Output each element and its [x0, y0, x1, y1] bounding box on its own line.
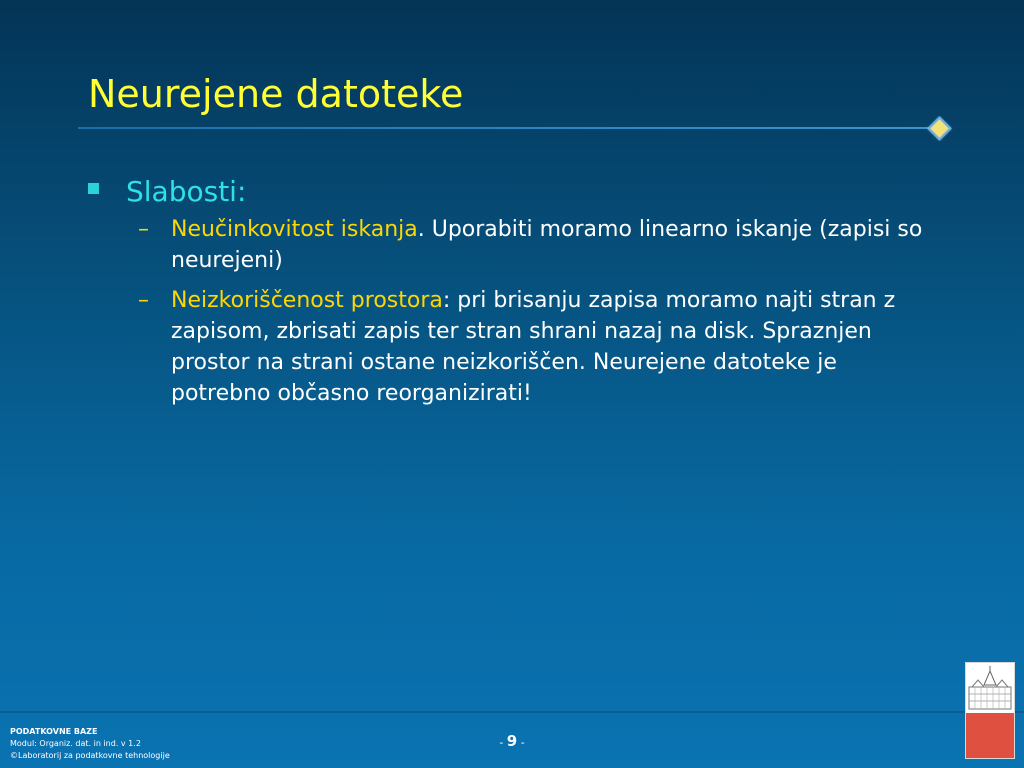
page-number-value: 9: [506, 732, 518, 750]
university-building-logo: [965, 662, 1015, 759]
main-bullet-text: Slabosti:: [126, 175, 247, 208]
page-number-prefix: -: [499, 736, 507, 749]
sub-bullet-item: [88, 214, 931, 276]
footer-lab: ©Laboratorij za podatkovne tehnologije: [10, 751, 170, 760]
sub-bullet-text: : pri brisanju zapisa moramo najti stran z zapisom, zbrisati zapis ter stran shrani nazaj na disk. Spraznjen prostor na strani ostane neizkoriščen. Neurejene datoteke je potrebno občasno reorganizirati!: [171, 288, 896, 406]
main-bullet: [88, 170, 948, 214]
dash-bullet-icon: –: [138, 217, 149, 242]
page-number: [480, 732, 544, 750]
sub-bullet-keyword: Neučinkovitost iskanja: [171, 217, 418, 242]
slide-content: [88, 170, 948, 418]
dash-bullet-icon: –: [138, 288, 149, 313]
diamond-ornament-icon: [927, 116, 951, 140]
title-divider: [78, 127, 938, 129]
slide-title: Neurejene datoteke: [88, 72, 464, 116]
page-number-suffix: -: [517, 736, 525, 749]
footer-divider: [0, 711, 1024, 713]
sub-bullet-text: . Uporabiti moramo linearno iskanje (zapisi so neurejeni): [171, 217, 923, 273]
sub-bullet-item: [88, 285, 931, 409]
square-bullet-icon: [88, 183, 99, 194]
sub-bullet-keyword: Neizkoriščenost prostora: [171, 288, 443, 313]
footer-info: [10, 726, 170, 762]
footer-module: Modul: Organiz. dat. in ind. v 1.2: [10, 739, 141, 748]
footer-course-name: PODATKOVNE BAZE: [10, 727, 98, 736]
